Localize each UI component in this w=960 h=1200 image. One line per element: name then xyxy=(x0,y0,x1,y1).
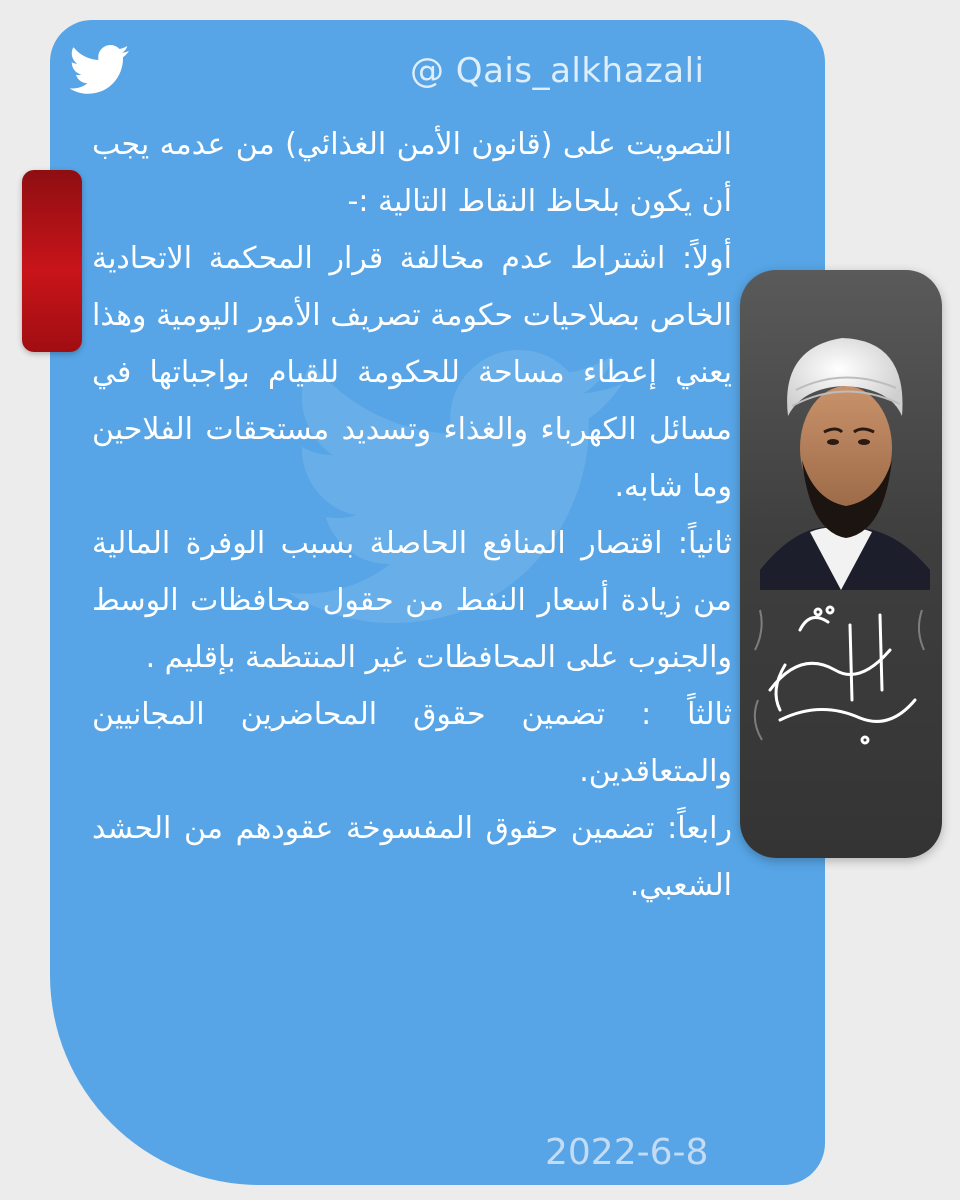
portrait-image xyxy=(740,270,942,858)
calligraphy-signature xyxy=(770,607,915,743)
tweet-body xyxy=(92,116,732,914)
tweet-paragraph-fourth: رابعاً: تضمين حقوق المفسوخة عقودهم من الحشد الشعبي. xyxy=(92,811,732,903)
tweet-paragraph-third: ثالثاً : تضمين حقوق المحاضرين المجانيين والمتعاقدين. xyxy=(92,697,732,789)
tweet-paragraph-second: ثانياً: اقتصار المنافع الحاصلة بسبب الوفرة المالية من زيادة أسعار النفط من حقول محافظات الوسط والجنوب على المحافظات غير المنتظمة بإقليم . xyxy=(92,526,732,675)
tweet-paragraph-intro: التصويت على (قانون الأمن الغذائي) من عدمه يجب أن يكون بلحاظ النقاط التالية :- xyxy=(92,127,732,219)
tweet-paragraph-first: أولاً: اشتراط عدم مخالفة قرار المحكمة الاتحادية الخاص بصلاحيات حكومة تصريف الأمور اليومية وهذا يعني إعطاء مساحة للحكومة للقيام بواجباتها في مسائل الكهرباء والغذاء وتسديد مستحقات الفلاحين وما شابه. xyxy=(92,241,732,504)
twitter-handle[interactable]: @ Qais_alkhazali xyxy=(410,51,705,91)
twitter-bird-icon xyxy=(70,45,130,95)
portrait-panel xyxy=(740,270,942,858)
tweet-date: 2022-6-8 xyxy=(545,1132,709,1173)
red-accent-tab xyxy=(22,170,82,352)
